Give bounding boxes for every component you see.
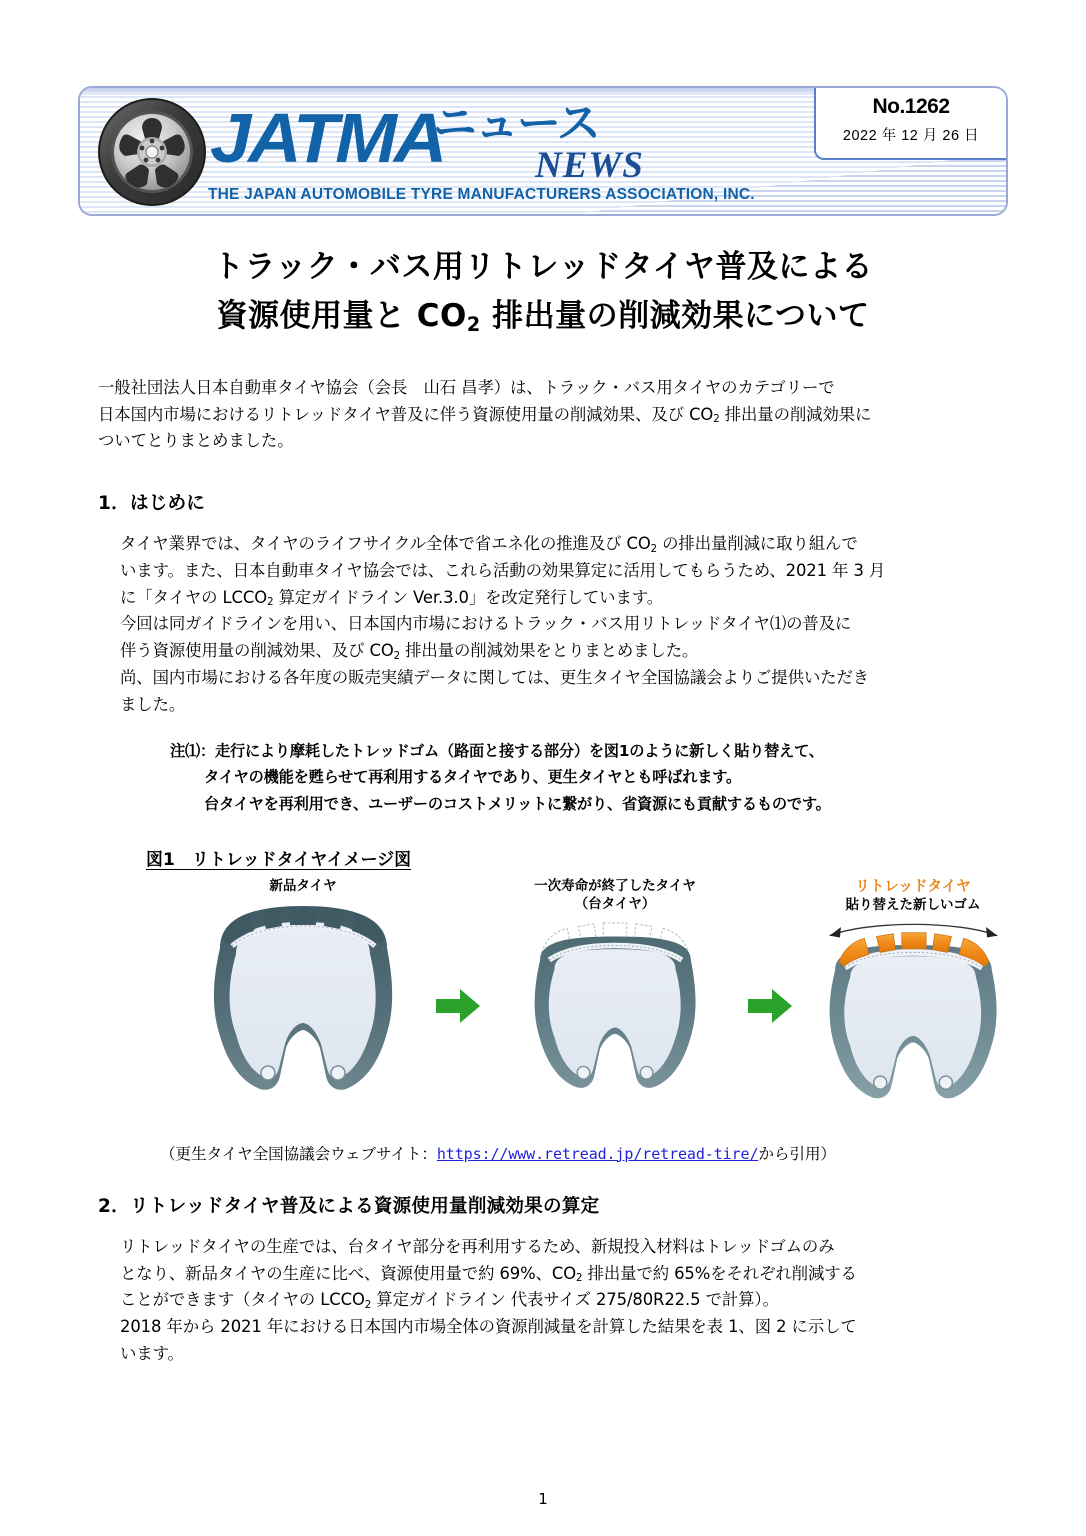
s2-p1-line2b: 排出量で約 65%をそれぞれ削減する bbox=[582, 1263, 857, 1283]
tire-retread-label-sub: 貼り替えた新しいゴム bbox=[845, 896, 981, 913]
section-2-heading: 2．リトレッドタイヤ普及による資源使用量削減効果の算定 bbox=[98, 1195, 600, 1217]
s1-p2-line2b: 排出量の削減効果をとりまとめました。 bbox=[400, 641, 699, 661]
intro-line-2b: 排出量の削減効果に bbox=[719, 404, 872, 424]
issue-info-box bbox=[814, 88, 1006, 160]
issue-date: 2022 年 12 月 26 日 bbox=[842, 128, 980, 144]
s1-p1-line3a: に「タイヤの LCCO bbox=[120, 587, 268, 607]
intro-line-2a: 日本国内市場におけるリトレッドタイヤ普及に伴う資源使用量の削減効果、及び CO bbox=[98, 404, 714, 424]
section-2-paragraph-1: リトレッドタイヤの生産では、台タイヤ部分を再利用するため、新規投入材料はトレッドゴムのみ となり、新品タイヤの生産に比べ、資源使用量で約 69%、$CO_2$ 排出量で約 65%をそれぞれ削減する ことができます（タイヤの $LCCO_2$ 算定ガイドライン 代表サイズ 275/80R22.5 で計算）。 bbox=[120, 1236, 857, 1311]
tire-worn-label-line2: （台タイヤ） bbox=[574, 895, 656, 912]
s2-p2-line2: います。 bbox=[120, 1343, 184, 1363]
section-1-heading: 1．はじめに bbox=[98, 493, 206, 515]
retread-website-link[interactable]: https://www.retread.jp/retread-tire/ bbox=[436, 1144, 759, 1163]
page-number: 1 bbox=[538, 1490, 548, 1508]
s2-p1-line3a: ことができます（タイヤの LCCO bbox=[120, 1290, 365, 1310]
jatma-logo-text: JATMA bbox=[210, 98, 445, 177]
tire-retread-label-title: リトレッドタイヤ bbox=[855, 878, 971, 895]
figure-1-caption: 図1 リトレッドタイヤイメージ図 bbox=[146, 849, 412, 870]
s2-p1-line3b: 算定ガイドライン 代表サイズ 275/80R22.5 で計算）。 bbox=[371, 1290, 779, 1310]
process-arrow-1-icon bbox=[434, 986, 482, 1026]
s1-p2-line2a: 伴う資源使用量の削減効果、及び CO bbox=[120, 641, 394, 661]
tire-worn-label bbox=[490, 878, 740, 914]
s1-p3-line2: ました。 bbox=[120, 694, 186, 714]
tire-cross-section-retread-icon bbox=[806, 915, 1021, 1107]
jatma-logo-kana: ニュース bbox=[432, 98, 599, 149]
section-1-paragraph-1: タイヤ業界では、タイヤのライフサイクル全体で省エネ化の推進及び $CO_2$ の排出量削減に取り組んで います。また、日本自動車タイヤ協会では、これら活動の効果算定に活用してもらうため、2021 年 3 月 に「タイヤの $LCCO_2$ 算定ガイドライン Ver.3.0」を改定発行しています。 bbox=[120, 534, 886, 609]
jatma-logo-news-text: NEWS bbox=[535, 145, 644, 186]
tire-worn-label-line1: 一次寿命が終了したタイヤ bbox=[534, 877, 696, 894]
s1-p2-line1: 今回は同ガイドラインを用い、日本国内市場におけるトラック・バス用リトレッドタイヤ⑴の普及に bbox=[120, 614, 852, 634]
section-2-paragraph-2 bbox=[120, 1314, 998, 1367]
footnote-line-1: 注⑴：走行により摩耗したトレッドゴム（路面と接する部分）を図1のように新しく貼り替えて、 bbox=[170, 742, 824, 761]
jatma-wordmark bbox=[210, 98, 599, 177]
document-title bbox=[0, 243, 1086, 341]
s1-p3-line1: 尚、国内市場における各年度の販売実績データに関しては、更生タイヤ全国協議会よりご提供いただき bbox=[120, 667, 870, 687]
s1-p1-line1a: タイヤ業界では、タイヤのライフサイクル全体で省エネ化の推進及び CO bbox=[120, 534, 651, 554]
title-line-2: 資源使用量と $CO_2$ 排出量の削減効果について bbox=[216, 297, 870, 336]
footnote-1 bbox=[170, 738, 998, 816]
intro-line-3: ついてとりまとめました。 bbox=[98, 431, 294, 451]
tire-logo-icon bbox=[96, 96, 208, 208]
document-body bbox=[98, 375, 998, 1367]
tire-cross-section-worn-icon bbox=[508, 913, 723, 1098]
s2-p1-line1: リトレッドタイヤの生産では、台タイヤ部分を再利用するため、新規投入材料はトレッドゴムのみ bbox=[120, 1236, 835, 1256]
intro-paragraph: 一般社団法人日本自動車タイヤ協会（会長 山石 昌孝）は、トラック・バス用タイヤのカテゴリーで 日本国内市場におけるリトレッドタイヤ普及に伴う資源使用量の削減効果、及び $CO_2$ 排出量の削減効果に ついてとりまとめました。 bbox=[98, 378, 872, 451]
tire-cross-section-new-icon bbox=[196, 896, 411, 1101]
figure-1-source-citation bbox=[160, 1142, 998, 1164]
tire-new-label: 新品タイヤ bbox=[269, 877, 337, 894]
section-1-paragraph-3 bbox=[120, 665, 998, 718]
footnote-line-2: タイヤの機能を甦らせて再利用するタイヤであり、更生タイヤとも呼ばれます。 bbox=[204, 768, 741, 787]
issue-number: No.1262 bbox=[872, 95, 950, 118]
figure-tire-new bbox=[178, 878, 428, 1101]
s2-p2-line1: 2018 年から 2021 年における日本国内市場全体の資源削減量を計算した結果を表 1、図 2 に示して bbox=[120, 1316, 857, 1336]
footnote-line-3: 台タイヤを再利用でき、ユーザーのコストメリットに繋がり、省資源にも貢献するものです。 bbox=[204, 794, 831, 813]
jatma-association-subtitle: THE JAPAN AUTOMOBILE TYRE MANUFACTURERS ASSOCIATION, INC. bbox=[208, 186, 755, 203]
s1-p1-line1b: の排出量削減に取り組んで bbox=[657, 534, 858, 554]
process-arrow-2-icon bbox=[746, 986, 794, 1026]
s1-p1-line3b: 算定ガイドライン Ver.3.0」を改定発行しています。 bbox=[273, 587, 664, 607]
figure-tire-retread bbox=[798, 878, 1028, 1107]
jatma-news-banner bbox=[78, 86, 1008, 216]
citation-suffix: から引用） bbox=[758, 1144, 836, 1163]
section-1-paragraph-2: 今回は同ガイドラインを用い、日本国内市場におけるトラック・バス用リトレッドタイヤ⑴の普及に 伴う資源使用量の削減効果、及び $CO_2$ 排出量の削減効果をとりまとめました。 bbox=[120, 614, 852, 662]
title-line-1: トラック・バス用リトレッドタイヤ普及による bbox=[213, 249, 873, 285]
s2-p1-line2a: となり、新品タイヤの生産に比べ、資源使用量で約 69%、CO bbox=[120, 1263, 577, 1283]
figure-1-diagram bbox=[138, 877, 981, 1136]
s1-p1-line2: います。また、日本自動車タイヤ協会では、これら活動の効果算定に活用してもらうため、2021 年 3 月 bbox=[120, 560, 886, 580]
intro-line-1: 一般社団法人日本自動車タイヤ協会（会長 山石 昌孝）は、トラック・バス用タイヤのカテゴリーで bbox=[98, 378, 835, 397]
citation-prefix: （更生タイヤ全国協議会ウェブサイト： bbox=[160, 1144, 437, 1163]
figure-tire-worn bbox=[490, 878, 740, 1099]
